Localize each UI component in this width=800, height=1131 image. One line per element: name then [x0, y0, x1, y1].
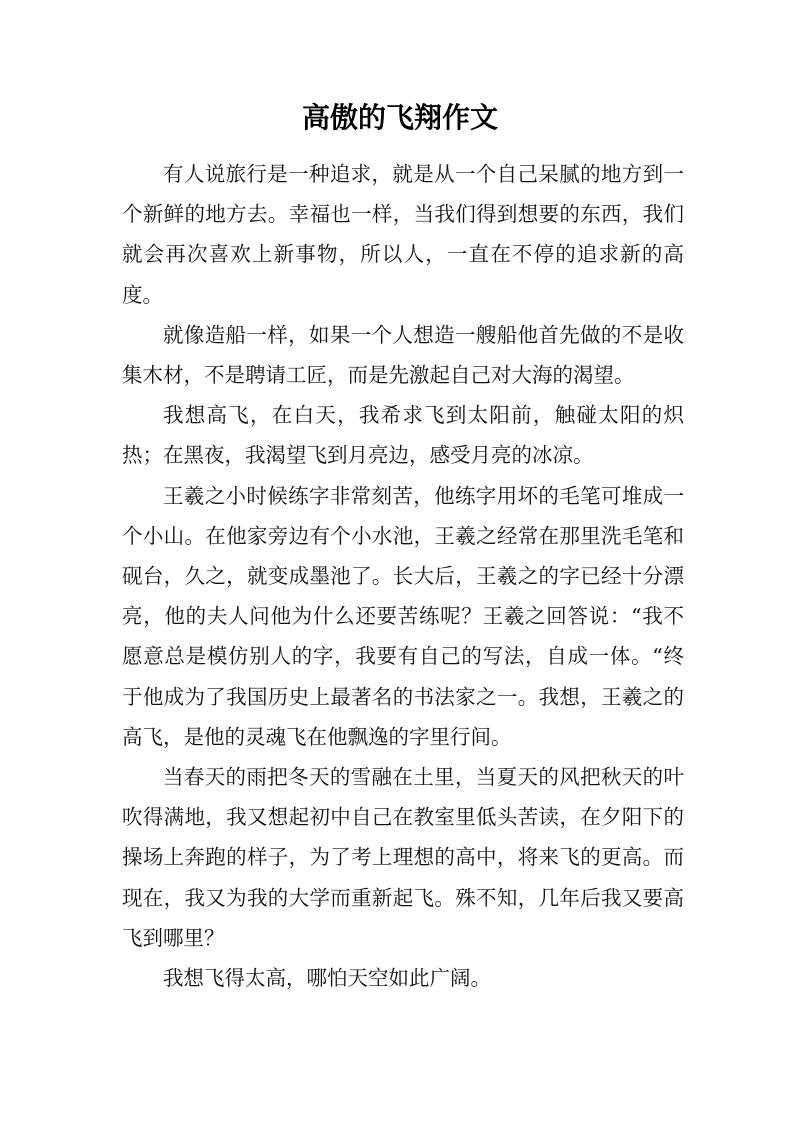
paragraph-5: 当春天的雨把冬天的雪融在土里，当夏天的风把秋天的叶吹得满地，我又想起初中自己在教室里低头苦读，在夕阳下的操场上奔跑的样子，为了考上理想的高中，将来飞的更高。而现在，我又为我的大学而重新起飞。殊不知，几年后我又要高飞到哪里？	[122, 765, 684, 950]
paragraph-1: 有人说旅行是一种追求，就是从一个自己呆腻的地方到一个新鲜的地方去。幸福也一样，当我们得到想要的东西，我们就会再次喜欢上新事物，所以人，一直在不停的追求新的高度。	[122, 162, 684, 307]
paragraph-6: 我想飞得太高，哪怕天空如此广阔。	[163, 966, 491, 991]
document-body	[122, 154, 684, 998]
paragraph-2: 就像造船一样，如果一个人想造一艘船他首先做的不是收集木材，不是聘请工匠，而是先激起自己对大海的渴望。	[122, 322, 684, 388]
paragraph-3: 我想高飞，在白天，我希求飞到太阳前，触碰太阳的炽热；在黑夜，我渴望飞到月亮边，感受月亮的冰凉。	[122, 403, 684, 468]
document-title: 高傲的飞翔作文	[301, 101, 498, 134]
paragraph-4: 王羲之小时候练字非常刻苦，他练字用坏的毛笔可堆成一个小山。在他家旁边有个小水池，王羲之经常在那里洗毛笔和砚台，久之，就变成墨池了。长大后，王羲之的字已经十分漂亮，他的夫人问他为什么还要苦练呢？王羲之回答说：“我不愿意总是模仿别人的字，我要有自己的写法，自成一体。“终于他成为了我国历史上最著名的书法家之一。我想，王羲之的高飞，是他的灵魂飞在他飘逸的字里行间。	[122, 483, 684, 749]
